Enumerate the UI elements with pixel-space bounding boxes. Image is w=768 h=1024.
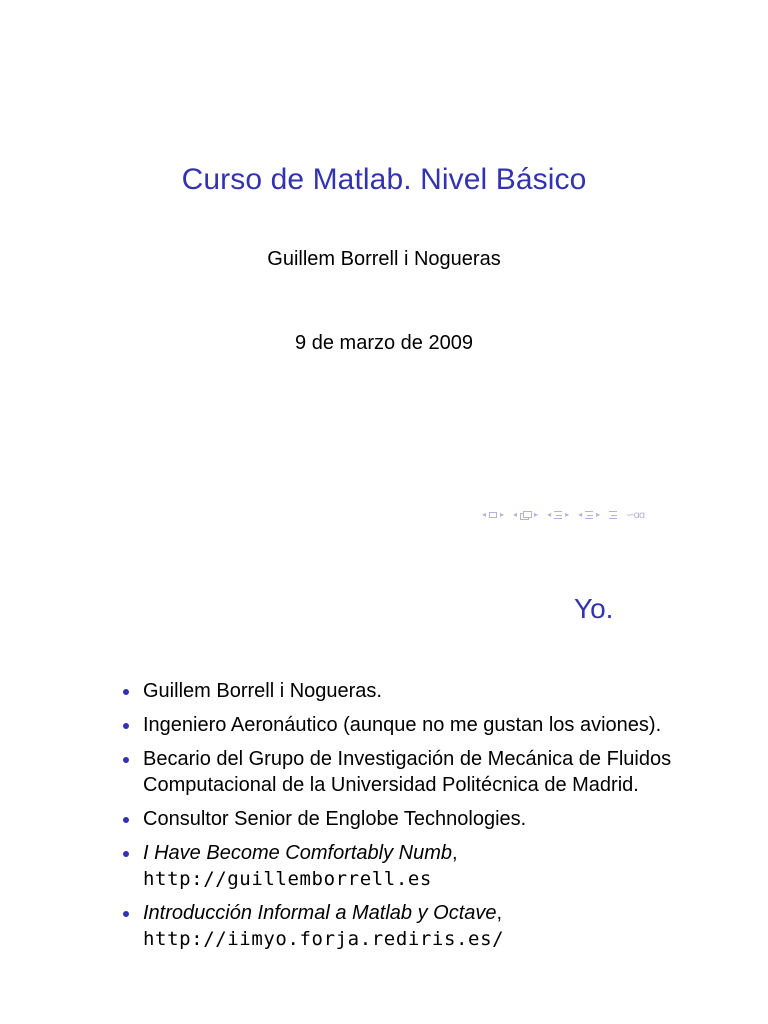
presentation-title: Curso de Matlab. Nivel Básico (181, 163, 587, 196)
nav-right-arrow-icon[interactable]: ▸ (565, 510, 570, 519)
presentation-date: 9 de marzo de 2009 (295, 332, 473, 354)
nav-left-arrow-icon[interactable]: ◂ (482, 510, 487, 519)
nav-section-group[interactable] (547, 511, 569, 519)
list-item (118, 746, 678, 798)
book-url-link[interactable]: http://iimyo.forja.rediris.es/ (143, 928, 505, 950)
bullet-icon (123, 723, 129, 729)
nav-left-arrow-icon[interactable]: ◂ (547, 510, 552, 519)
nav-left-arrow-icon[interactable]: ◂ (578, 510, 583, 519)
bullet-icon (123, 757, 129, 763)
bullet-icon (123, 911, 129, 917)
nav-right-arrow-icon[interactable]: ▸ (500, 510, 505, 519)
slide-heading: Yo. (574, 593, 614, 624)
nav-subsection-icon[interactable] (520, 511, 531, 519)
content-slide (0, 540, 768, 1024)
nav-list-group[interactable] (578, 511, 600, 519)
blog-title: I Have Become Comfortably Numb (143, 842, 453, 864)
nav-frame-group[interactable] (482, 511, 504, 519)
separator: , (452, 842, 458, 864)
nav-left-arrow-icon[interactable]: ◂ (513, 510, 518, 519)
bullet-text: Ingeniero Aeronáutico (aunque no me gustan los aviones). (143, 714, 662, 736)
nav-list-icon[interactable] (585, 511, 593, 519)
bullet-text: Consultor Senior de Englobe Technologies. (143, 808, 527, 830)
list-item (118, 900, 678, 952)
bullet-text: Becario del Grupo de Investigación de Mecánica de Fluidos Computacional de la Universidad Politécnica de Madrid. (143, 748, 672, 796)
separator: , (496, 902, 503, 924)
list-item (118, 678, 678, 704)
nav-search-icon[interactable]: ∽ɑɑ (626, 509, 645, 521)
nav-search-group[interactable] (626, 510, 644, 521)
nav-right-arrow-icon[interactable]: ▸ (596, 510, 601, 519)
nav-frame-icon[interactable] (489, 512, 497, 518)
nav-align-icon[interactable] (609, 511, 617, 519)
list-item (118, 840, 678, 892)
nav-subsection-group[interactable] (513, 511, 538, 519)
book-title: Introducción Informal a Matlab y Octave (143, 902, 497, 924)
beamer-navigation-bar (482, 507, 644, 523)
list-item (118, 712, 678, 738)
bullet-list (118, 678, 678, 960)
blog-url-link[interactable]: http://guillemborrell.es (143, 868, 432, 890)
nav-right-arrow-icon[interactable]: ▸ (534, 510, 539, 519)
list-item (118, 806, 678, 832)
bullet-text: Guillem Borrell i Nogueras. (143, 680, 382, 702)
author-name: Guillem Borrell i Nogueras (267, 248, 501, 270)
bullet-icon (123, 851, 129, 857)
bullet-icon (123, 689, 129, 695)
nav-align-group[interactable] (609, 511, 617, 519)
nav-section-icon[interactable] (554, 511, 562, 519)
bullet-icon (123, 817, 129, 823)
